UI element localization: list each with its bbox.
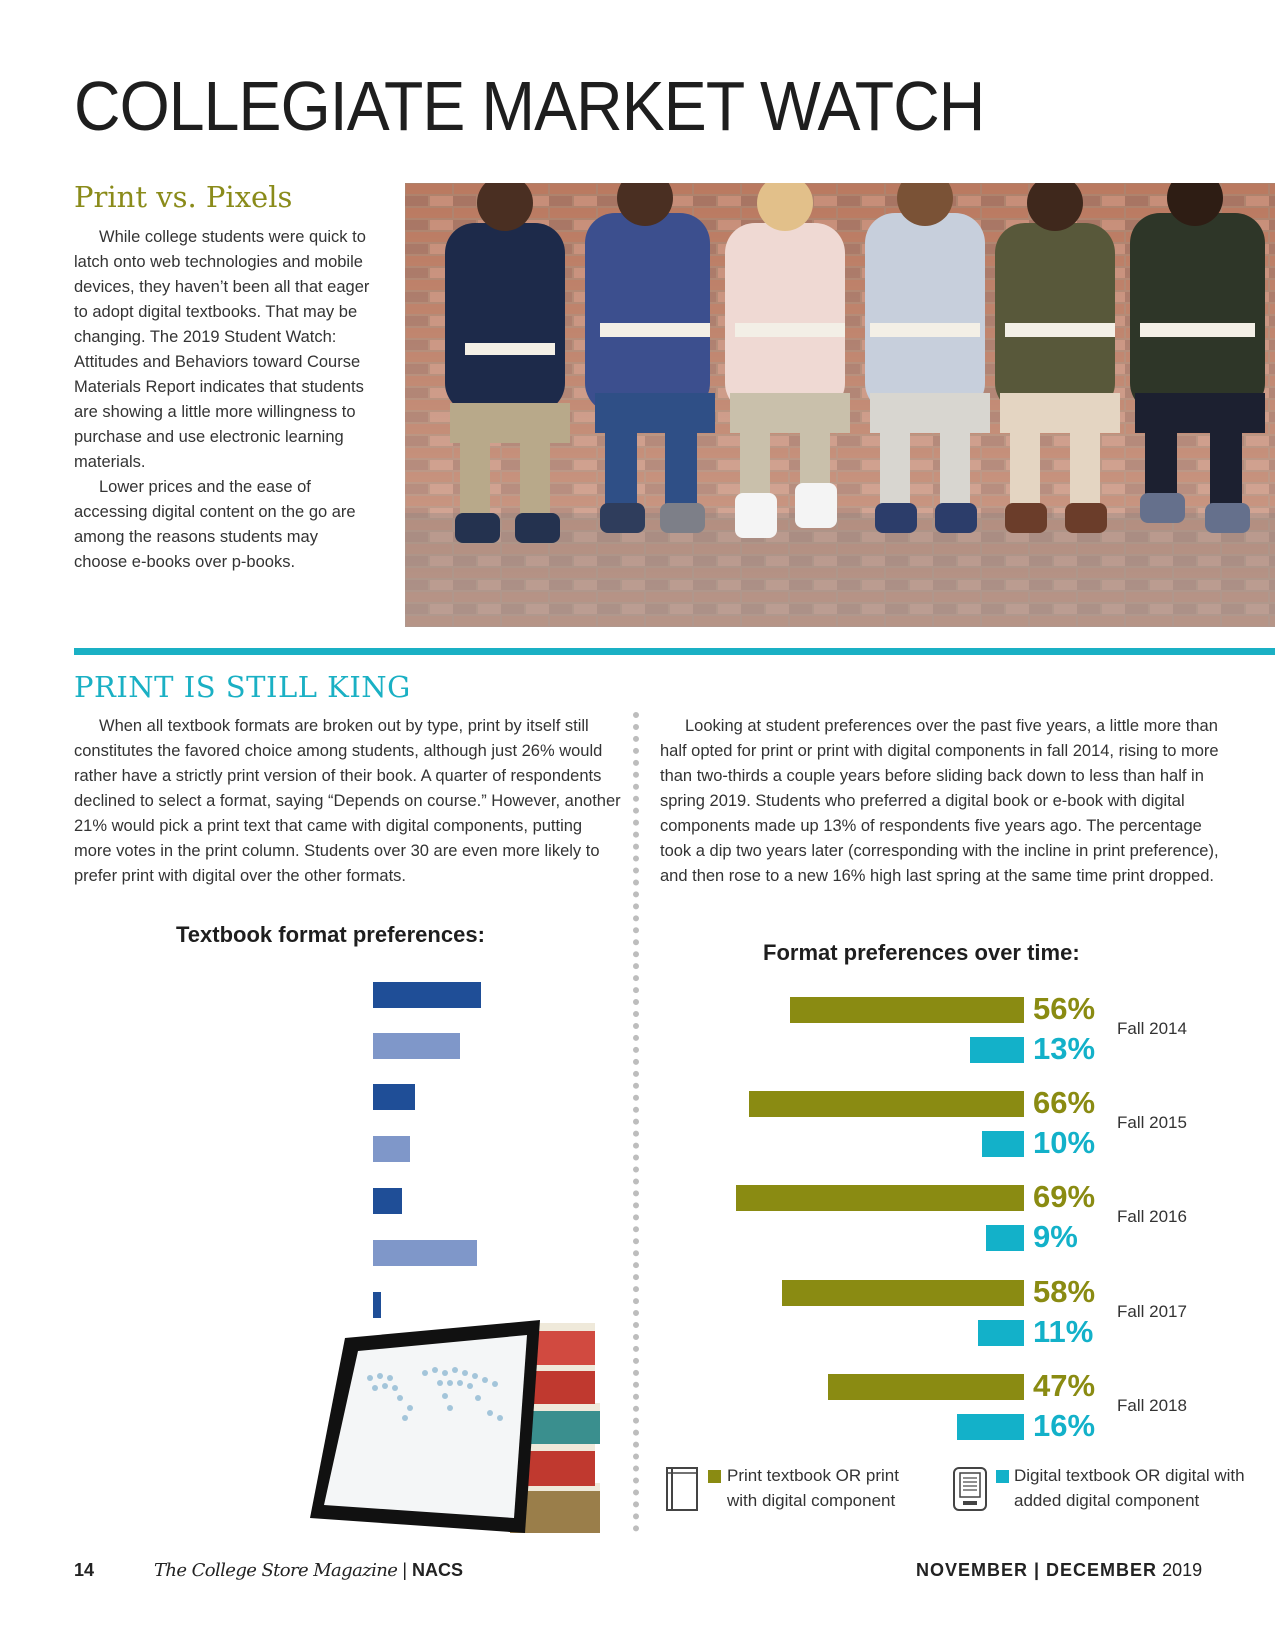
chart2-value-print: 66% bbox=[1033, 1085, 1096, 1120]
chart2-bar-digital bbox=[957, 1414, 1024, 1440]
chart2-value-digital: 11% bbox=[1033, 1314, 1094, 1349]
chart2-value-print: 47% bbox=[1033, 1368, 1096, 1403]
chart2-bar-print bbox=[749, 1091, 1024, 1117]
footer-magazine-name: The College Store Magazine bbox=[154, 1560, 398, 1581]
footer-magazine bbox=[154, 1560, 463, 1581]
chart2-value-digital: 9% bbox=[1033, 1219, 1078, 1254]
footer-date-months: NOVEMBER | DECEMBER bbox=[916, 1560, 1158, 1580]
chart2-value-print: 56% bbox=[1033, 991, 1096, 1026]
footer-publisher: NACS bbox=[412, 1560, 464, 1580]
chart2-bar-digital bbox=[986, 1225, 1024, 1251]
chart2-category-label: Fall 2017 bbox=[1117, 1302, 1187, 1321]
chart2-value-print: 69% bbox=[1033, 1179, 1096, 1214]
intro-heading: Print vs. Pixels bbox=[74, 180, 293, 214]
chart2-title: Format preferences over time: bbox=[763, 940, 1080, 965]
chart2-bar-print bbox=[736, 1185, 1024, 1211]
footer-date-year: 2019 bbox=[1162, 1560, 1203, 1580]
chart2-value-digital: 13% bbox=[1033, 1031, 1096, 1066]
section-heading: PRINT IS STILL KING bbox=[74, 670, 411, 704]
ereader-icon bbox=[952, 1466, 988, 1517]
legend-swatch-print bbox=[708, 1470, 721, 1483]
footer-page-number: 14 bbox=[74, 1560, 95, 1580]
chart2-category-label: Fall 2016 bbox=[1117, 1207, 1187, 1226]
left-paragraph: When all textbook formats are broken out by type, print by itself still constitutes the favored choice among students, although just 26% would rather have a strictly print version of their book. A quarter of respondents declined to select a format, saying “Depends on course.” However, another 21% would pick a print text that came with digital components, putting more votes in the print column. Students over 30 are even more likely to prefer print with digital over the other formats. bbox=[74, 717, 621, 885]
right-paragraph: Looking at student preferences over the past five years, a little more than half opted for print or print with digital components in fall 2014, rising to more than two-thirds a couple years before sliding back down to less than half in spring 2019. Students who preferred a digital book or e-book with digital components made up 13% of respondents five years ago. The percentage took a dip two years later (corresponding with the incline in print preference), and then rose to a new 16% high last spring at the same time print dropped. bbox=[660, 717, 1219, 885]
intro-paragraph-1: While college students were quick to latch onto web technologies and mobile devices, they haven’t been all that eager to adopt digital textbooks. That may be changing. The 2019 Student Watch: Attitudes and Behaviors toward Course Materials Report indicates that students are showing a little more willingness to purchase and use electronic learning materials. bbox=[74, 228, 370, 471]
chart2-category-label: Fall 2014 bbox=[1117, 1019, 1187, 1038]
chart2-bar-digital bbox=[982, 1131, 1024, 1157]
footer-date bbox=[916, 1560, 1202, 1581]
page-title: COLLEGIATE MARKET WATCH bbox=[74, 67, 985, 145]
legend-label-digital: Digital textbook OR digital with added digital component bbox=[1014, 1466, 1245, 1510]
chart2-value-digital: 16% bbox=[1033, 1408, 1096, 1443]
chart2-bar-digital bbox=[970, 1037, 1024, 1063]
chart2-bar-print bbox=[790, 997, 1024, 1023]
chart2-category-label: Fall 2018 bbox=[1117, 1396, 1187, 1415]
chart2-value-digital: 10% bbox=[1033, 1125, 1096, 1160]
intro-paragraph-2: Lower prices and the ease of accessing digital content on the go are among the reasons students may choose e-books over p-books. bbox=[74, 478, 356, 571]
chart2-bar-print bbox=[828, 1374, 1024, 1400]
chart2-category-label: Fall 2015 bbox=[1117, 1113, 1187, 1132]
chart2-bar-print bbox=[782, 1280, 1024, 1306]
book-icon bbox=[665, 1466, 701, 1517]
chart2-bar-digital bbox=[978, 1320, 1024, 1346]
footer-separator: | bbox=[397, 1560, 413, 1580]
chart2-value-print: 58% bbox=[1033, 1274, 1096, 1309]
chart1-title: Textbook format preferences: bbox=[176, 922, 485, 947]
legend-label-print: Print textbook OR print with digital component bbox=[727, 1466, 899, 1510]
legend-swatch-digital bbox=[996, 1470, 1009, 1483]
